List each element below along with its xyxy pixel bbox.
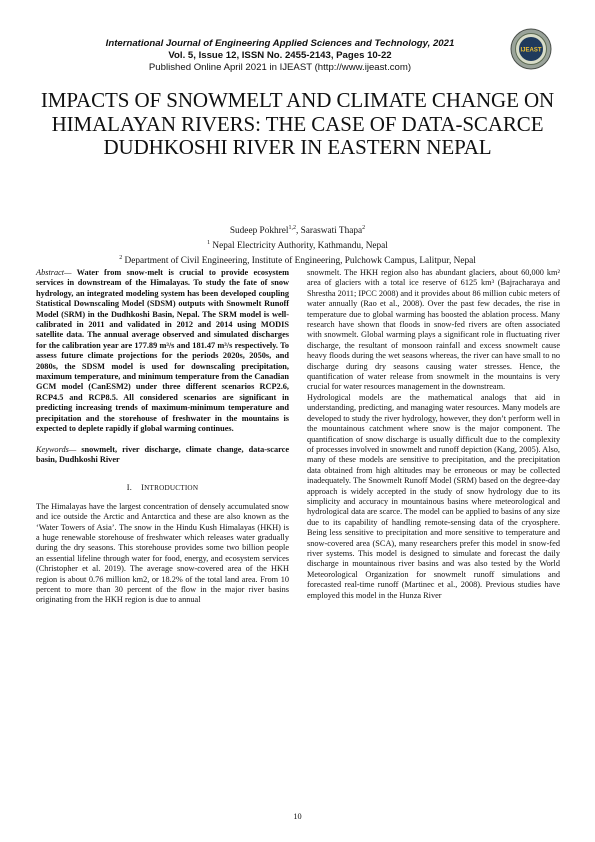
section-number: I.: [126, 483, 133, 493]
abstract: [36, 268, 289, 435]
author-1-name: Sudeep Pokhrel: [229, 226, 289, 237]
section-heading-introduction: [36, 483, 289, 493]
affiliation-1-sup: 1: [207, 240, 211, 247]
page-number: 10: [293, 812, 302, 821]
journal-header: [60, 38, 500, 74]
affiliation-2-sup: 2: [119, 255, 123, 262]
affiliation-1-text: Nepal Electricity Authority, Kathmandu, Nepal: [212, 241, 388, 252]
keywords-label: Keywords—: [36, 444, 77, 454]
journal-volume-info: Vol. 5, Issue 12, ISSN No. 2455-2143, Pages 10-22: [168, 50, 392, 61]
abstract-text: Water from snow-melt is crucial to provide ecosystem services in downstream of the Himalayas. To study the fate of snow hydrology, an integrated modeling system has been developed coupling Statistical Downscaling Model (SDSM) outputs with Snowmelt Runoff Model (SRM) in the Dudhkoshi Basin, Nepal. The SRM model is well-calibrated in 2011 and validated in 2012 and 2014 using MODIS satellite data. The annual average observed and simulated discharges for the calibration year are 177.89 m³/s and 181.47 m³/s respectively. To assess future climate projections for the periods 2020s, 2050s, and 2080s, the SDSM model is used for downscaling precipitation, maximum temperature, and minimum temperature from the Canadian GCM model (CanESM2) under three different scenarios RCP2.6, RCP4.5 and RCP8.5. All considered scenarios are significant in predicting increasing trends of maximum-minimum temperature and precipitation and the storehouse of freshwater in the mountains is expected to deplete rapidly if global warming continues.: [36, 268, 289, 434]
author-block: [60, 222, 535, 267]
journal-name: International Journal of Engineering Applied Sciences and Technology, 2021: [105, 38, 455, 49]
keywords: [36, 445, 289, 466]
abstract-label: Abstract—: [36, 268, 72, 277]
author-separator: ,: [295, 226, 301, 237]
section-title-rest: NTRODUCTION: [144, 484, 199, 493]
right-paragraph-2: Hydrological models are the mathematical analogs that aid in understanding, predicting, and managing water resources. Many models are developed to study the river hydrology, however, they don’t perform well in the mountainous catchment where snow is the major component. The quantification of snow discharge is usually difficult due to the complexity of processes involved in snowmelt and runoff depiction (Kang, 2005). Also, many of these models are sensitive to precipitation, and the precipitation data obtained from high altitudes may be erroneous or may be collected inadequately. The Snowmelt Runoff Model (SRM) based on the degree-day approach is widely accepted in the study of snow hydrology due to its simplicity and accuracy in mountainous basins where meteorological and hydrological data are scarce. The model can be applied to basins of any size due to its capability of handling remote-sensing data of the cryosphere. Being less sensitive to precipitation and more sensitive to temperature and snow-covered area (SCA), many researchers prefer this model in snow-fed river systems. This model is designed to simulate and forecast the daily discharge in mountainous river basins and was also tested by the World Meteorological Organization for snowmelt runoff simulations and forecasted real-time runoff (Martinec et al., 2008). Previous studies have employed this model in the Hunza River: [307, 392, 560, 600]
logo-text: IJEAST: [520, 47, 542, 54]
right-paragraph-1: snowmelt. The HKH region also has abundant glaciers, about 60,000 km² area of glaciers with a total ice reserve of 6125 km³ (Bajracharaya and Shrestha 2011; IPCC 2008) and it provides about 86 million cubic meters of water annually (Rao et al., 2008). Over the past few decades, the rise in temperature due to global warming has boosted the ablation process. Many research have shown that floods in snow-fed rivers are often associated with snowmelt. Global warming plays a significant role in fluctuating river discharge, the resultant of monsoon rainfall and excess snowmelt cause heavy floods during the wet seasons whereas, the river can have small to no discharge during dry seasons causing water stresses. Hence, the quantification of water release from snowmelt in the mountains is very crucial for water resources management in the downstream.: [307, 268, 560, 392]
author-line: [60, 222, 535, 237]
affiliation-2: [60, 252, 535, 267]
author-2-name: Saraswati Thapa: [300, 226, 363, 237]
journal-published-info: Published Online April 2021 in IJEAST (http://www.ijeast.com): [148, 62, 412, 73]
right-column: [307, 268, 560, 601]
affiliation-2-text: Department of Civil Engineering, Institute of Engineering, Pulchowk Campus, Lalitpur, Nepal: [124, 256, 476, 267]
section-title-initial: I: [141, 483, 145, 493]
paper-title: IMPACTS OF SNOWMELT AND CLIMATE CHANGE ON HIMALAYAN RIVERS: THE CASE OF DATA-SCARCE DUDHKOSHI RIVER IN EASTERN NEPAL: [40, 88, 555, 159]
left-column: [36, 268, 289, 606]
author-2-sup: 2: [362, 225, 366, 231]
keywords-text: snowmelt, river discharge, climate change, data-scarce basin, Dudhkoshi River: [36, 444, 289, 464]
introduction-paragraph: The Himalayas have the largest concentration of densely accumulated snow and ice outside the Arctic and Antarctica and these are also known as the ‘Water Towers of Asia’. The snow in the Hindu Kush Himalayas (HKH) is a huge renewable storehouse of freshwater which releases water gradually during the dry seasons. This storehouse provides some two billion people an essential lifeline through water for food, energy, and ecosystem services (Christopher et al. 2019). The average snow-covered area of the HKH region is about 0.76 million km2, or 18.2% of the total land area. From 10 percent to more than 30 percent of the flow in the major river basins originating from the HKH region is due to annual: [36, 501, 289, 605]
ijeast-logo: [510, 28, 552, 70]
author-1-sup: 1,2: [288, 225, 296, 231]
affiliation-1: [60, 237, 535, 252]
